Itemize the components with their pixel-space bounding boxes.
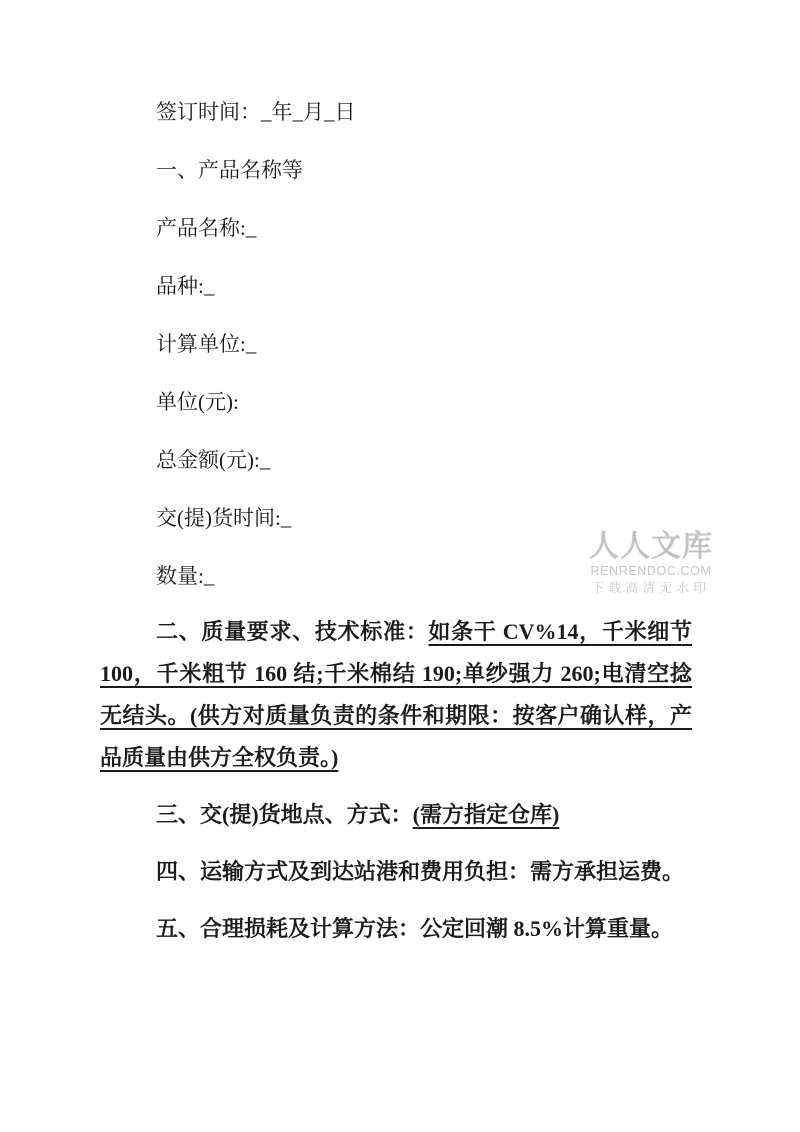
section-2-quality-clause — [100, 611, 692, 779]
watermark-domain: RENRENDOC.COM — [590, 564, 712, 578]
sign-date-line: 签订时间：_年_月_日 — [156, 100, 356, 124]
section-3-prefix: 三、交(提)货地点、方式： — [156, 802, 413, 827]
watermark-tagline: 下载高清无水印 — [591, 581, 711, 595]
section-4-transport-clause: 四、运输方式及到达站港和费用负担：需方承担运费。 — [156, 859, 685, 884]
section-2-prefix: 二、质量要求、技术标准： — [156, 619, 429, 644]
section-1-heading: 一、产品名称等 — [156, 158, 303, 182]
product-name-field: 产品名称:_ — [156, 216, 257, 240]
quantity-field: 数量:_ — [156, 564, 215, 588]
section-3-delivery-clause — [100, 794, 692, 836]
section-2-underlined-terms: 如条干 CV%14，千米细节 100，千米粗节 160 结;千米棉结 190;单纱强力 260;电清空捻无结头。(供方对质量负责的条件和期限：按客户确认样，产品质量由供方全权负责。) — [100, 619, 692, 770]
unit-of-measure-field: 计算单位:_ — [156, 332, 257, 356]
section-5-loss-clause: 五、合理损耗及计算方法：公定回潮 8.5%计算重量。 — [156, 916, 674, 941]
watermark-logo-text: 人人文库 — [589, 530, 713, 563]
total-amount-field: 总金额(元):_ — [156, 448, 271, 472]
delivery-time-field: 交(提)货时间:_ — [156, 506, 292, 530]
variety-field: 品种:_ — [156, 274, 215, 298]
unit-price-field: 单位(元): — [156, 390, 239, 414]
section-3-underlined-terms: (需方指定仓库) — [412, 802, 560, 827]
document-body — [100, 101, 692, 965]
